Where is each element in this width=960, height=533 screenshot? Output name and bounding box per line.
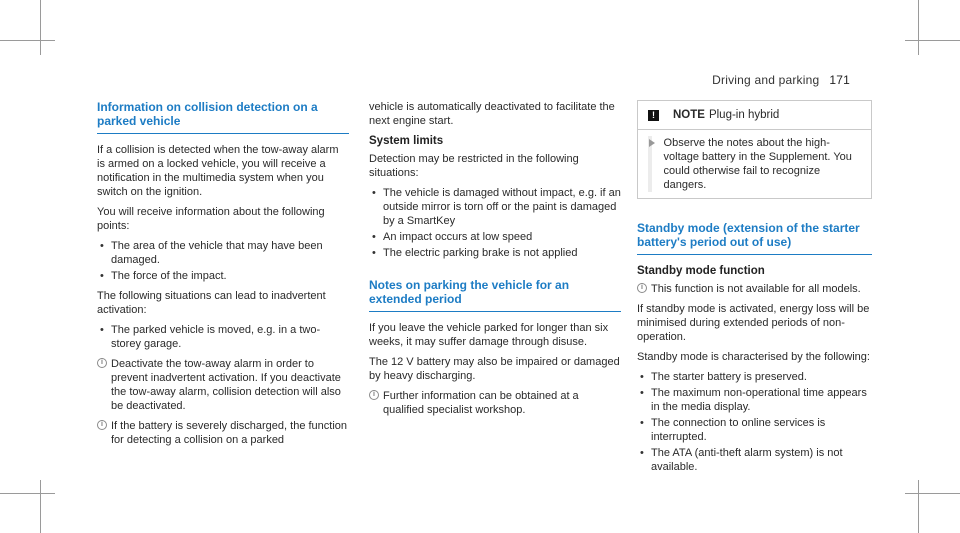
bullet-list	[97, 239, 349, 283]
info-icon: i	[369, 390, 379, 400]
crop-mark	[918, 0, 919, 55]
note-box	[637, 100, 872, 199]
bullet-list	[369, 186, 621, 260]
subheading: System limits	[369, 135, 444, 147]
info-note	[97, 419, 349, 447]
note-text: Further information can be obtained at a qualified specialist workshop.	[383, 390, 579, 416]
column-left	[97, 100, 349, 453]
crop-mark	[918, 480, 919, 533]
list-item: • The parked vehicle is moved, e.g. in a two-storey garage.	[97, 323, 349, 351]
list-item: • The electric parking brake is not applied	[369, 246, 621, 260]
list-item: • The connection to online services is interrupted.	[637, 416, 872, 444]
column-middle	[369, 100, 621, 423]
note-box-header	[638, 101, 871, 130]
bullet-list	[637, 370, 872, 474]
list-item: • The force of the impact.	[97, 269, 349, 283]
note-bar	[648, 136, 652, 192]
page-number: 171	[829, 73, 850, 87]
paragraph: If a collision is detected when the tow-away alarm is armed on a locked vehicle, you will receive a notification in the multimedia system when you switch on the ignition.	[97, 144, 339, 198]
running-header	[712, 73, 850, 87]
paragraph: If you leave the vehicle parked for longer than six weeks, it may suffer damage through disuse.	[369, 322, 609, 348]
note-box-body	[638, 130, 871, 198]
list-item: • The vehicle is damaged without impact, e.g. if an outside mirror is torn off or the paint is damaged by a SmartKey	[369, 186, 621, 228]
paragraph: If standby mode is activated, energy loss will be minimised during extended periods of non-operation.	[637, 303, 870, 343]
arrow-right-icon	[649, 139, 655, 147]
section-heading: Standby mode (extension of the starter battery's period out of use)	[637, 221, 872, 255]
list-item: • The maximum non-operational time appears in the media display.	[637, 386, 872, 414]
subheading: Standby mode function	[637, 265, 765, 277]
crop-mark	[0, 40, 55, 41]
crop-mark	[905, 40, 960, 41]
note-text: Deactivate the tow-away alarm in order to prevent inadvertent activation. If you deactivate the tow-away alarm, collision detection will also be deactivated.	[111, 358, 341, 412]
list-item: • The starter battery is preserved.	[637, 370, 872, 384]
bullet-list	[97, 323, 349, 351]
info-note	[637, 282, 872, 296]
section-title: Driving and parking	[712, 73, 820, 87]
section-heading: Information on collision detection on a parked vehicle	[97, 100, 349, 134]
info-icon: i	[637, 283, 647, 293]
section-heading: Notes on parking the vehicle for an extended period	[369, 278, 621, 312]
column-right	[637, 100, 872, 480]
note-text: If the battery is severely discharged, the function for detecting a collision on a parked	[111, 420, 348, 446]
warning-icon: !	[648, 110, 659, 121]
crop-mark	[905, 493, 960, 494]
paragraph: vehicle is automatically deactivated to facilitate the next engine start.	[369, 101, 615, 127]
list-item: • The area of the vehicle that may have been damaged.	[97, 239, 349, 267]
note-label: NOTE	[673, 109, 705, 121]
paragraph: The following situations can lead to inadvertent activation:	[97, 290, 326, 316]
crop-mark	[40, 480, 41, 533]
paragraph: Detection may be restricted in the following situations:	[369, 153, 579, 179]
info-note	[97, 357, 349, 413]
list-item: • The ATA (anti-theft alarm system) is not available.	[637, 446, 872, 474]
info-icon: i	[97, 358, 107, 368]
info-note	[369, 389, 621, 417]
paragraph: The 12 V battery may also be impaired or damaged by heavy discharging.	[369, 356, 620, 382]
paragraph: You will receive information about the following points:	[97, 206, 325, 232]
info-icon: i	[97, 420, 107, 430]
paragraph: Standby mode is characterised by the following:	[637, 351, 870, 363]
note-text: Observe the notes about the high-voltage battery in the Supplement. You could otherwise fail to recognize dangers.	[663, 137, 852, 191]
list-item: • An impact occurs at low speed	[369, 230, 621, 244]
crop-mark	[40, 0, 41, 55]
note-text: This function is not available for all models.	[651, 283, 861, 295]
note-title: Plug-in hybrid	[708, 109, 780, 121]
crop-mark	[0, 493, 55, 494]
